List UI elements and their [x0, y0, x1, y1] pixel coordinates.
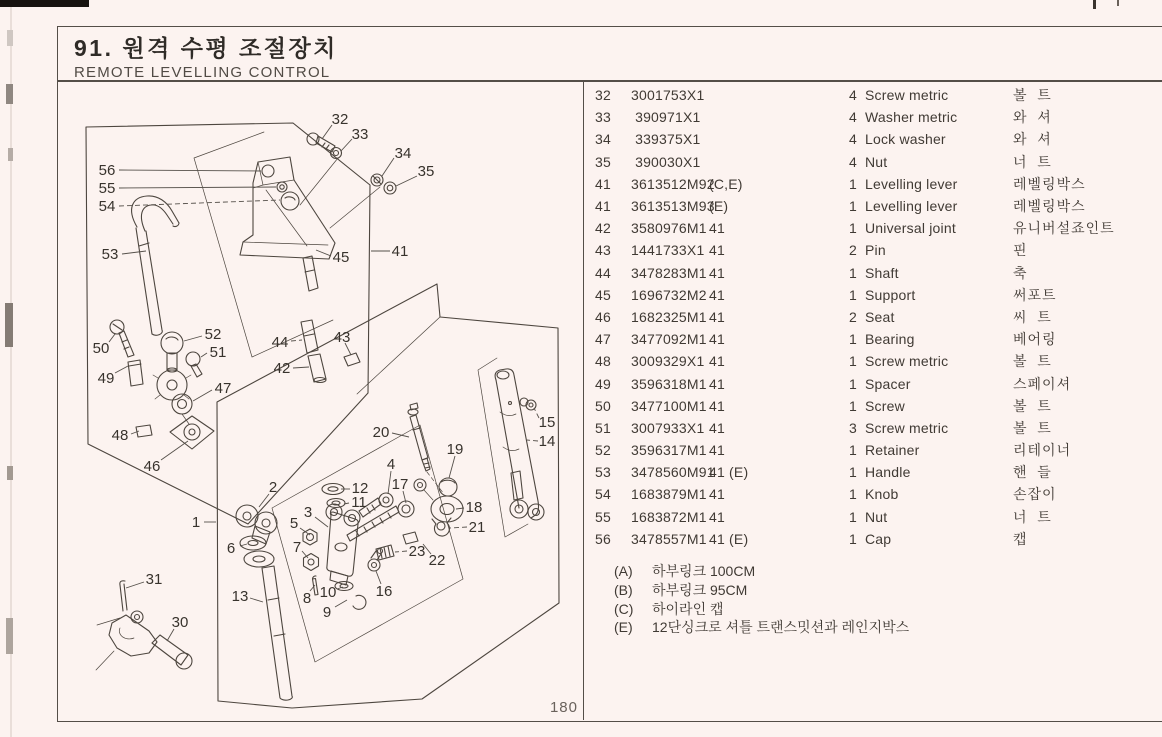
table-row: [592, 306, 1160, 328]
scan-tick: [1117, 0, 1119, 6]
row-name-english: Levelling lever: [865, 175, 958, 192]
callout-leader-45: [316, 250, 331, 256]
callout-number-31: 31: [145, 571, 163, 588]
table-row: [592, 417, 1160, 439]
row-name-korean: 리테이너: [1013, 442, 1072, 459]
footnote-code: (A): [614, 563, 633, 580]
callout-leader-31: [126, 582, 144, 588]
row-name-korean: 핀: [1013, 242, 1028, 259]
footnote: [614, 581, 909, 600]
row-qty: 1: [849, 286, 857, 303]
callout-leader-4: [388, 471, 391, 494]
callout-leader-13: [250, 598, 263, 602]
table-row: [592, 483, 1160, 505]
row-ref: 52: [595, 442, 611, 459]
row-ref: 51: [595, 419, 611, 436]
callout-leader-56: [119, 170, 261, 171]
callout-number-19: 19: [446, 441, 464, 458]
row-name-korean: 레벨링박스: [1013, 175, 1086, 192]
row-name-korean: 와 셔: [1013, 109, 1052, 126]
row-name-english: Washer metric: [865, 109, 958, 126]
callout-leader-46: [161, 441, 188, 460]
callout-number-30: 30: [171, 614, 189, 631]
callout-number-12: 12: [351, 480, 369, 497]
row-qty: 1: [849, 331, 857, 348]
row-part-number: 390971X1: [631, 109, 701, 126]
row-ref: 34: [595, 131, 611, 148]
row-ref: 53: [595, 464, 611, 481]
callout-leader-19: [449, 456, 455, 478]
callout-leader-2: [259, 494, 269, 507]
row-part-number: 3001753X1: [631, 87, 705, 104]
row-part-number: 3478557M1: [631, 530, 707, 547]
footnote: [614, 562, 909, 581]
table-row: [592, 262, 1160, 284]
row-name-english: Screw metric: [865, 353, 949, 370]
row-name-korean: 볼 트: [1013, 419, 1052, 436]
table-row: [592, 173, 1160, 195]
table-row: [592, 217, 1160, 239]
footnote-code: (B): [614, 582, 633, 599]
row-part-number: 3596318M1: [631, 375, 707, 392]
row-remark: 41: [709, 442, 725, 459]
callout-number-32: 32: [331, 111, 349, 128]
row-part-number: 1683879M1: [631, 486, 707, 503]
footnotes: [614, 562, 909, 637]
callout-number-44: 44: [271, 334, 289, 351]
callout-number-3: 3: [303, 504, 313, 521]
row-ref: 46: [595, 308, 611, 325]
row-remark: 41: [709, 353, 725, 370]
row-part-number: 3596317M1: [631, 442, 707, 459]
row-ref: 44: [595, 264, 611, 281]
callout-leader-5: [300, 528, 310, 535]
footnote-code: (C): [614, 600, 634, 617]
row-part-number: 3613512M92: [631, 175, 715, 192]
row-part-number: 3007933X1: [631, 419, 705, 436]
callout-leader-35: [396, 176, 417, 186]
callout-number-35: 35: [417, 163, 435, 180]
row-qty: 1: [849, 397, 857, 414]
row-remark: 41: [709, 242, 725, 259]
row-qty: 4: [849, 153, 857, 170]
callout-leader-23: [395, 551, 407, 552]
section-title-english: REMOTE LEVELLING CONTROL: [74, 64, 331, 81]
callout-number-5: 5: [289, 515, 299, 532]
callout-number-7: 7: [292, 539, 302, 556]
row-remark: 41: [709, 419, 725, 436]
table-row: [592, 395, 1160, 417]
row-ref: 41: [595, 175, 611, 192]
table-row: [592, 195, 1160, 217]
footnote-code: (E): [614, 619, 633, 636]
row-qty: 1: [849, 442, 857, 459]
callout-leader-21: [450, 527, 467, 528]
table-row: [592, 328, 1160, 350]
callout-number-6: 6: [226, 540, 236, 557]
row-name-english: Cap: [865, 530, 892, 547]
scan-mark: [8, 148, 13, 161]
callout-number-53: 53: [101, 246, 119, 263]
row-ref: 55: [595, 508, 611, 525]
row-name-english: Universal joint: [865, 220, 956, 237]
row-name-korean: 씨 트: [1013, 308, 1052, 325]
callout-number-54: 54: [98, 198, 116, 215]
row-part-number: 1682325M1: [631, 308, 707, 325]
callout-number-52: 52: [204, 326, 222, 343]
table-row: [592, 128, 1160, 150]
row-part-number: 339375X1: [631, 131, 701, 148]
callout-number-22: 22: [428, 552, 446, 569]
row-name-english: Handle: [865, 464, 911, 481]
row-name-korean: 유니버설죠인트: [1013, 220, 1115, 237]
row-name-korean: 너 트: [1013, 153, 1052, 170]
callout-leader-44: [291, 340, 302, 341]
table-row: [592, 350, 1160, 372]
callout-number-1: 1: [191, 514, 201, 531]
table-row: [592, 284, 1160, 306]
scan-mark: [6, 618, 13, 654]
callout-number-42: 42: [273, 360, 291, 377]
row-name-korean: 베어링: [1013, 331, 1057, 348]
row-part-number: 3009329X1: [631, 353, 705, 370]
row-name-english: Support: [865, 286, 916, 303]
row-ref: 43: [595, 242, 611, 259]
section-title-korean: 91. 원격 수평 조절장치: [74, 35, 338, 61]
row-name-english: Pin: [865, 242, 886, 259]
footnote-text: 12단싱크로 셔틀 트랜스밋션과 레인지박스: [652, 619, 910, 636]
scan-tick: [1093, 0, 1096, 9]
row-ref: 54: [595, 486, 611, 503]
row-qty: 1: [849, 486, 857, 503]
row-part-number: 1683872M1: [631, 508, 707, 525]
row-part-number: 390030X1: [631, 153, 701, 170]
row-name-english: Seat: [865, 308, 895, 325]
row-remark: 41: [709, 286, 725, 303]
row-name-english: Shaft: [865, 264, 899, 281]
row-part-number: 3478283M1: [631, 264, 707, 281]
table-row: [592, 84, 1160, 106]
row-remark: 41 (E): [709, 530, 749, 547]
callout-number-49: 49: [97, 370, 115, 387]
row-part-number: 3613513M93: [631, 198, 715, 215]
callout-leader-33: [341, 139, 352, 151]
row-ref: 45: [595, 286, 611, 303]
row-remark: (C,E): [709, 175, 743, 192]
diagram-table-divider: [583, 81, 584, 720]
callout-number-16: 16: [375, 583, 393, 600]
row-remark: 41: [709, 220, 725, 237]
callout-number-50: 50: [92, 340, 110, 357]
table-row: [592, 106, 1160, 128]
row-name-korean: 캡: [1013, 530, 1028, 547]
row-remark: 41: [709, 486, 725, 503]
row-name-korean: 스페이셔: [1013, 375, 1072, 392]
row-name-english: Retainer: [865, 442, 920, 459]
row-part-number: 3580976M1: [631, 220, 707, 237]
row-qty: 3: [849, 419, 857, 436]
row-ref: 48: [595, 353, 611, 370]
row-name-korean: 볼 트: [1013, 87, 1052, 104]
row-qty: 1: [849, 530, 857, 547]
scan-black-bar: [0, 0, 89, 7]
row-remark: (E): [709, 198, 729, 215]
row-name-korean: 축: [1013, 264, 1028, 281]
callout-leader-34: [382, 158, 394, 176]
row-remark: 41: [709, 308, 725, 325]
row-name-korean: 레벨링박스: [1013, 198, 1086, 215]
callout-leader-20: [392, 433, 409, 437]
callout-leader-50: [109, 334, 115, 342]
row-qty: 1: [849, 175, 857, 192]
row-ref: 56: [595, 530, 611, 547]
row-name-korean: 너 트: [1013, 508, 1052, 525]
row-name-english: Levelling lever: [865, 198, 958, 215]
row-qty: 1: [849, 508, 857, 525]
row-name-korean: 써포트: [1013, 286, 1057, 303]
table-row: [592, 528, 1160, 550]
callout-number-55: 55: [98, 180, 116, 197]
scan-mark: [5, 303, 13, 347]
footnote-text: 하부링크 100CM: [652, 563, 756, 580]
exploded-view-diagram: [57, 80, 583, 722]
callout-number-43: 43: [333, 329, 351, 346]
row-qty: 1: [849, 353, 857, 370]
callout-leader-3: [315, 517, 328, 527]
row-name-english: Knob: [865, 486, 899, 503]
footnote: [614, 618, 909, 637]
callout-number-23: 23: [408, 543, 426, 560]
callout-number-41: 41: [391, 243, 409, 260]
row-part-number: 3477100M1: [631, 397, 707, 414]
callout-number-51: 51: [209, 344, 227, 361]
row-name-english: Screw: [865, 397, 905, 414]
callout-number-15: 15: [538, 414, 556, 431]
row-qty: 1: [849, 464, 857, 481]
row-qty: 1: [849, 198, 857, 215]
callout-number-21: 21: [468, 519, 486, 536]
callout-leader-47: [193, 390, 212, 401]
row-part-number: 1441733X1: [631, 242, 705, 259]
row-ref: 47: [595, 331, 611, 348]
row-ref: 49: [595, 375, 611, 392]
row-name-english: Spacer: [865, 375, 911, 392]
row-ref: 33: [595, 109, 611, 126]
scan-mark: [7, 466, 13, 480]
row-qty: 4: [849, 131, 857, 148]
callout-number-17: 17: [391, 476, 409, 493]
row-qty: 2: [849, 242, 857, 259]
callout-number-13: 13: [231, 588, 249, 605]
row-qty: 1: [849, 220, 857, 237]
row-name-korean: 볼 트: [1013, 397, 1052, 414]
row-qty: 4: [849, 87, 857, 104]
callout-number-9: 9: [322, 604, 332, 621]
callout-number-2: 2: [268, 479, 278, 496]
row-remark: 41: [709, 331, 725, 348]
row-ref: 32: [595, 87, 611, 104]
title-block: [74, 30, 338, 81]
row-name-korean: 와 셔: [1013, 131, 1052, 148]
row-ref: 41: [595, 198, 611, 215]
callout-number-8: 8: [302, 590, 312, 607]
row-name-english: Screw metric: [865, 419, 949, 436]
callout-leader-53: [122, 251, 146, 254]
table-row: [592, 372, 1160, 394]
table-row: [592, 506, 1160, 528]
callout-leader-32: [322, 125, 332, 139]
callout-leader-51: [201, 353, 207, 357]
row-ref: 35: [595, 153, 611, 170]
diagram-callouts: [93, 111, 556, 641]
row-remark: 41: [709, 264, 725, 281]
table-row: [592, 439, 1160, 461]
row-qty: 1: [849, 264, 857, 281]
callout-leader-52: [184, 336, 202, 341]
callout-leader-14: [527, 440, 538, 441]
callout-number-4: 4: [386, 456, 396, 473]
row-name-korean: 볼 트: [1013, 353, 1052, 370]
row-part-number: 3477092M1: [631, 331, 707, 348]
row-name-english: Nut: [865, 508, 888, 525]
table-row: [592, 461, 1160, 483]
scan-mark: [6, 84, 13, 104]
row-remark: 41: [709, 375, 725, 392]
row-qty: 1: [849, 375, 857, 392]
callout-number-10: 10: [319, 584, 337, 601]
callout-number-47: 47: [214, 380, 232, 397]
table-row: [592, 239, 1160, 261]
scan-mark: [7, 30, 13, 46]
row-name-english: Bearing: [865, 331, 915, 348]
row-remark: 41: [709, 397, 725, 414]
table-row: [592, 151, 1160, 173]
row-remark: 41 (E): [709, 464, 749, 481]
callout-number-11: 11: [351, 494, 367, 511]
row-name-korean: 핸 들: [1013, 464, 1052, 481]
parts-table: [592, 84, 1160, 550]
callout-number-14: 14: [538, 433, 556, 450]
row-qty: 4: [849, 109, 857, 126]
row-ref: 50: [595, 397, 611, 414]
row-part-number: 1696732M2: [631, 286, 707, 303]
callout-leader-49: [115, 366, 128, 373]
row-ref: 42: [595, 220, 611, 237]
callout-number-46: 46: [143, 458, 161, 475]
callout-number-56: 56: [98, 162, 116, 179]
callout-number-34: 34: [394, 145, 412, 162]
callout-leader-54: [119, 200, 280, 206]
callout-leader-9: [335, 600, 347, 607]
page-number: 180: [549, 699, 578, 716]
callout-number-33: 33: [351, 126, 369, 143]
row-name-english: Screw metric: [865, 87, 949, 104]
callout-leader-42: [293, 367, 309, 368]
callout-number-20: 20: [372, 424, 390, 441]
row-name-english: Nut: [865, 153, 888, 170]
callout-number-45: 45: [332, 249, 350, 266]
row-remark: 41: [709, 508, 725, 525]
footnote-text: 하부링크 95CM: [652, 582, 748, 599]
row-name-korean: 손잡이: [1013, 486, 1057, 503]
footnote-text: 하이라인 캡: [652, 600, 724, 617]
footnote: [614, 599, 909, 618]
callout-number-48: 48: [111, 427, 129, 444]
row-part-number: 3478560M91: [631, 464, 715, 481]
row-name-english: Lock washer: [865, 131, 946, 148]
callout-number-18: 18: [465, 499, 483, 516]
row-qty: 2: [849, 308, 857, 325]
